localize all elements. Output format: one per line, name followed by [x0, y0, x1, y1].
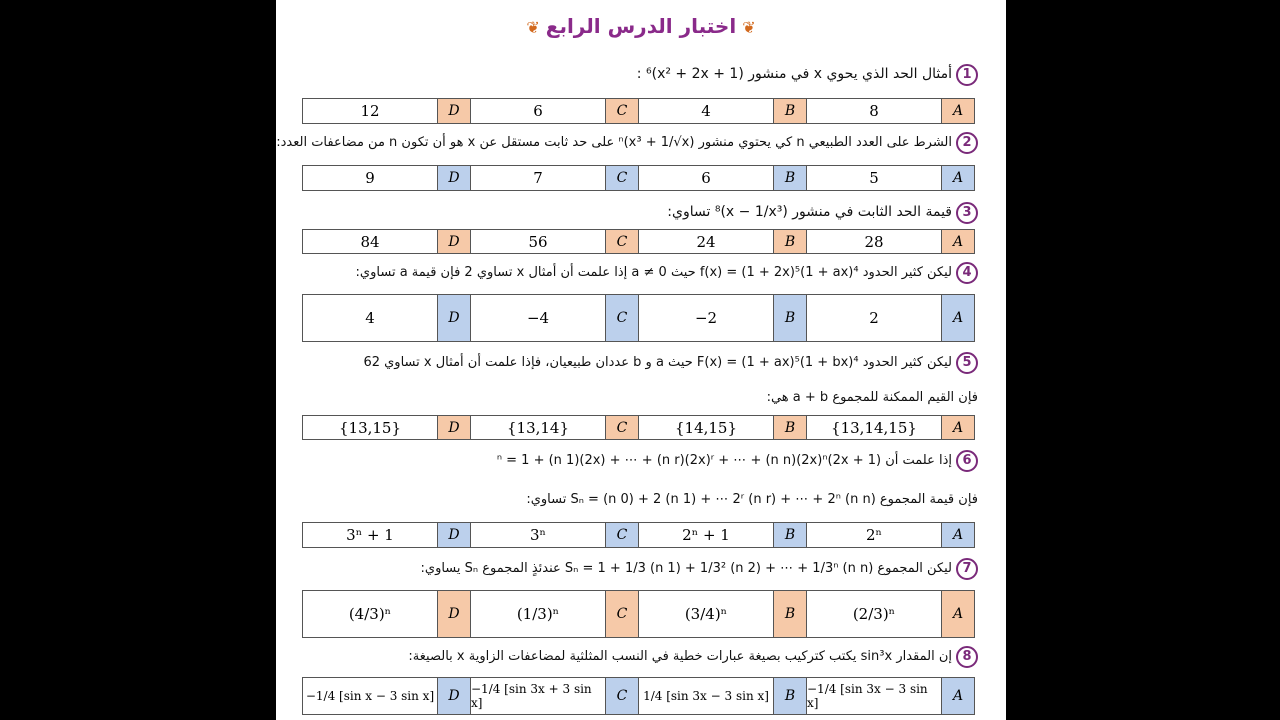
option-A[interactable]: 8 [806, 99, 941, 123]
option-D[interactable]: −1/4 [sin x − 3 sin x] [305, 689, 435, 703]
option-D[interactable]: 84 [360, 232, 380, 251]
option-B[interactable]: 1/4 [sin 3x − 3 sin x] [638, 678, 773, 714]
option-A[interactable]: 5 [806, 166, 941, 190]
answer-row-4 [302, 294, 975, 342]
label-C: C [605, 166, 638, 190]
answer-row-1 [302, 98, 975, 124]
option-B[interactable]: 6 [638, 166, 773, 190]
label-D: D [437, 295, 470, 341]
option-A[interactable]: 28 [806, 230, 941, 253]
label-B: B [773, 591, 806, 637]
label-D: D [437, 523, 470, 547]
question-1: 1أمثال الحد الذي يحوي x في منشور (x² + 2x + 1)⁶ : [637, 64, 978, 86]
question-2: 2الشرط على العدد الطبيعي n كي يحتوي منشور (x³ + 1/√x)ⁿ على حد ثابت مستقل عن x هو أن تكون n من مضاعفات العدد: [276, 132, 978, 154]
page-title: ❦ اختبار الدرس الرابع ❦ [526, 14, 756, 38]
leaf-icon: ❦ [742, 18, 756, 37]
answer-row-6 [302, 522, 975, 548]
label-C: C [605, 523, 638, 547]
label-C: C [605, 230, 638, 253]
label-D: D [437, 166, 470, 190]
question-8: 8إن المقدار sin³x يكتب كتركيب بصيغة عبارات خطية في النسب المثلثية لمضاعفات الزاوية x بالصيغة: [408, 646, 978, 668]
option-B[interactable]: (3/4)ⁿ [638, 591, 773, 637]
option-C[interactable]: 56 [470, 230, 605, 253]
label-B: B [773, 295, 806, 341]
option-D[interactable]: {13,15} [338, 418, 402, 437]
label-D: D [437, 99, 470, 123]
option-B[interactable]: 4 [638, 99, 773, 123]
question-5-line-2: فإن القيم الممكنة للمجموع a + b هي: [766, 390, 978, 405]
label-B: B [773, 523, 806, 547]
option-A[interactable]: 2ⁿ [806, 523, 941, 547]
label-B: B [773, 678, 806, 714]
option-B[interactable]: 24 [638, 230, 773, 253]
label-A: A [941, 523, 974, 547]
label-A: A [941, 678, 974, 714]
option-A[interactable]: 2 [806, 295, 941, 341]
option-C[interactable]: 6 [470, 99, 605, 123]
label-A: A [941, 166, 974, 190]
option-C[interactable]: 3ⁿ [470, 523, 605, 547]
option-D[interactable]: 4 [365, 309, 375, 327]
leaf-icon: ❦ [526, 18, 540, 37]
question-6: 6إذا علمت أن (1 + 2x)ⁿ = 1 + (n 1)(2x) + ⋯ + (n r)(2x)ʳ + ⋯ + (n n)(2x)ⁿ [497, 450, 978, 472]
label-C: C [605, 99, 638, 123]
answer-row-5 [302, 415, 975, 440]
label-D: D [437, 230, 470, 253]
option-B[interactable]: 2ⁿ + 1 [638, 523, 773, 547]
label-B: B [773, 416, 806, 439]
option-B[interactable]: −2 [638, 295, 773, 341]
label-B: B [773, 99, 806, 123]
answer-row-8 [302, 677, 975, 715]
label-A: A [941, 230, 974, 253]
option-C[interactable]: −4 [470, 295, 605, 341]
option-C[interactable]: −1/4 [sin 3x + 3 sin x] [470, 678, 605, 714]
label-A: A [941, 295, 974, 341]
option-C[interactable]: {13,14} [470, 416, 605, 439]
label-A: A [941, 416, 974, 439]
option-C[interactable]: (1/3)ⁿ [470, 591, 605, 637]
option-A[interactable]: −1/4 [sin 3x − 3 sin x] [806, 678, 941, 714]
document-page [276, 0, 1006, 720]
answer-row-3 [302, 229, 975, 254]
option-C[interactable]: 7 [470, 166, 605, 190]
label-D: D [437, 678, 470, 714]
label-B: B [773, 166, 806, 190]
option-A[interactable]: (2/3)ⁿ [806, 591, 941, 637]
label-C: C [605, 295, 638, 341]
question-7: 7ليكن المجموع Sₙ = 1 + 1/3 (n 1) + 1/3² (n 2) + ⋯ + 1/3ⁿ (n n) عندئذٍ المجموع Sₙ يساوي: [421, 558, 978, 580]
label-C: C [605, 591, 638, 637]
option-D[interactable]: 3ⁿ + 1 [346, 526, 394, 544]
label-A: A [941, 591, 974, 637]
option-D[interactable]: 12 [360, 102, 380, 120]
option-A[interactable]: {13,14,15} [806, 416, 941, 439]
question-6-line-2: فإن قيمة المجموع Sₙ = (n 0) + 2 (n 1) + ⋯ 2ʳ (n r) + ⋯ + 2ⁿ (n n) تساوي: [526, 492, 978, 507]
question-3: 3قيمة الحد الثابت في منشور (x − 1/x³)⁸ تساوي: [667, 202, 978, 224]
option-B[interactable]: {14,15} [638, 416, 773, 439]
question-4: 4ليكن كثير الحدود f(x) = (1 + 2x)⁵(1 + ax)⁴ حيث a ≠ 0 إذا علمت أن أمثال x تساوي 2 فإن قيمة a تساوي: [356, 262, 978, 284]
option-D[interactable]: (4/3)ⁿ [348, 605, 392, 623]
label-D: D [437, 416, 470, 439]
question-5: 5ليكن كثير الحدود F(x) = (1 + ax)⁵(1 + bx)⁴ حيث a و b عددان طبيعيان، فإذا علمت أن أمثال x تساوي 62 [363, 352, 978, 374]
answer-row-7 [302, 590, 975, 638]
answer-row-2 [302, 165, 975, 191]
option-D[interactable]: 9 [365, 169, 375, 187]
label-C: C [605, 416, 638, 439]
label-C: C [605, 678, 638, 714]
label-B: B [773, 230, 806, 253]
label-D: D [437, 591, 470, 637]
label-A: A [941, 99, 974, 123]
